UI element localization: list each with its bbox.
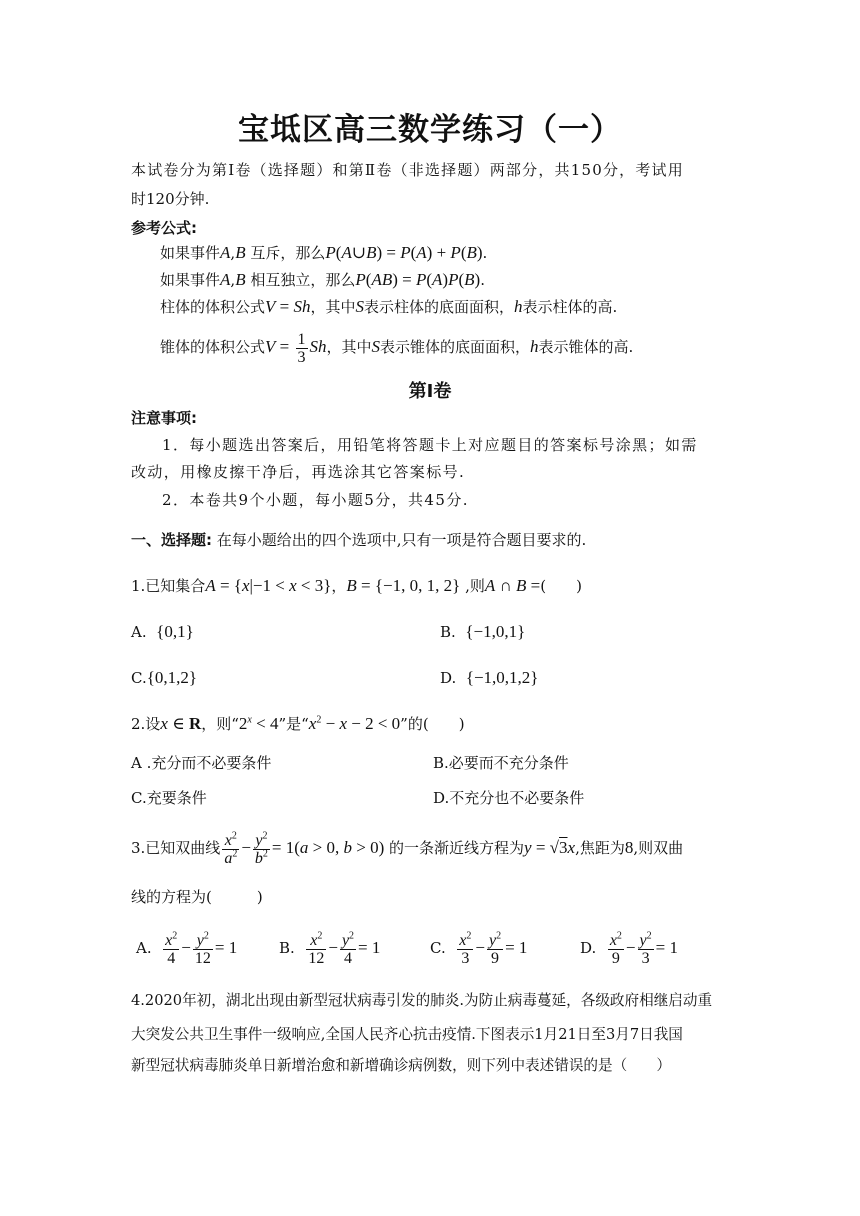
q4-line-1: 4.2020年初，湖北出现由新型冠状病毒引发的肺炎.为防止病毒蔓延，各级政府相继启动重 xyxy=(131,992,713,1009)
q1-stem-post: ,则 xyxy=(465,577,485,595)
notice-item-1a: 1．每小题选出答案后，用铅笔将答题卡上对应题目的答案标号涂黑；如需 xyxy=(162,436,698,454)
q3-stem-mid: 的一条渐近线方程为 xyxy=(389,839,525,857)
q3-option-d[interactable]: D. $\frac{x^2}{9}$ − $\frac{y^2}{3}$ = 1 xyxy=(580,930,678,967)
intro-line-2: 时120分钟. xyxy=(131,190,210,208)
q4-line-2: 大突发公共卫生事件一级响应,全国人民齐心抗击疫情.下图表示1月21日至3月7日我国 xyxy=(131,1026,683,1043)
part1-desc: 在每小题给出的四个选项中,只有一项是符合题目要求的. xyxy=(216,531,587,549)
q1-option-a[interactable]: A. {0,1} xyxy=(131,622,194,641)
formula-2-pre: 如果事件 xyxy=(160,271,221,289)
q2-option-b[interactable]: B.必要而不充分条件 xyxy=(433,754,569,772)
q1-option-c-label: C. xyxy=(131,669,147,687)
formula-4-mid: ，其中 xyxy=(326,338,372,356)
intro-line-1: 本试卷分为第Ⅰ卷（选择题）和第Ⅱ卷（非选择题）两部分，共150分，考试用 xyxy=(131,161,684,179)
formula-2-mid: 相互独立，那么 xyxy=(250,271,356,289)
notice-heading: 注意事项: xyxy=(131,409,197,427)
q3-option-c-label: C. xyxy=(430,939,446,957)
formula-2: 如果事件A,B 相互独立，那么P(AB) = P(A)P(B). xyxy=(160,270,485,289)
q2-stem-pre: 2.设 xyxy=(131,715,161,733)
q1-option-b-label: B. xyxy=(440,623,456,641)
section-heading: 第Ⅰ卷 xyxy=(408,381,452,402)
formula-3-mid: ，其中 xyxy=(310,298,356,316)
q2-stem-mid2: ”是“ xyxy=(278,715,309,733)
q1-option-d[interactable]: D. {−1,0,1,2} xyxy=(440,668,539,687)
q2-option-c[interactable]: C.充要条件 xyxy=(131,789,207,807)
q4-line-3: 新型冠状病毒肺炎单日新增治愈和新增确诊病例数，则下列中表述错误的是（ ） xyxy=(131,1057,671,1074)
q2-stem-mid1: ，则“ xyxy=(201,715,239,733)
q3-option-c[interactable]: C. $\frac{x^2}{3}$ − $\frac{y^2}{9}$ = 1 xyxy=(430,930,528,967)
formula-1-pre: 如果事件 xyxy=(160,244,221,262)
q3-option-b[interactable]: B. $\frac{x^2}{12}$ − $\frac{y^2}{4}$ = 1 xyxy=(279,930,381,967)
q1-option-d-label: D. xyxy=(440,669,457,687)
q3-option-d-label: D. xyxy=(580,939,597,957)
q3-stem: 3.已知双曲线 $\frac{x^2}{a^2}$ − $\frac{y^2}{b^2}$ = 1(a > 0, b > 0) 的一条渐近线方程为y = √3x,焦距为8,则双曲 xyxy=(131,830,684,867)
q3-option-a-label: A. xyxy=(136,939,152,957)
formula-3-pre: 柱体的体积公式 xyxy=(160,298,266,316)
q2-option-a[interactable]: A .充分而不必要条件 xyxy=(131,754,272,772)
q3-stem-end: ,则双曲 xyxy=(633,839,684,857)
q1-stem-mid: ， xyxy=(331,577,347,595)
formula-1: 如果事件A,B 互斥，那么P(A∪B) = P(A) + P(B). xyxy=(160,243,488,262)
part1 xyxy=(131,530,586,550)
formula-4-h: 表示锥体的高. xyxy=(538,338,634,356)
q1-option-b[interactable]: B. {−1,0,1} xyxy=(440,622,526,641)
q1-option-a-label: A. xyxy=(131,623,147,641)
formula-4-s: 表示锥体的底面面积， xyxy=(380,338,531,356)
formula-3-h: 表示柱体的高. xyxy=(522,298,618,316)
formula-4: 锥体的体积公式V = $\frac{1}{3}$ Sh，其中S表示锥体的底面面积，h表示锥体的高. xyxy=(160,330,634,366)
formula-1-mid: 互斥，那么 xyxy=(250,244,326,262)
notice-item-1b: 改动，用橡皮擦干净后，再选涂其它答案标号. xyxy=(131,463,466,481)
q2-stem: 2.设x ∈ R，则“$2^x < 4$”是“$x^2 - x - 2 < 0$”的( ) xyxy=(131,714,465,733)
q1-stem: 1.已知集合A = {x|−1 < x < 3}，B = {−1, 0, 1, 2} ,则A ∩ B =( ) xyxy=(131,576,582,595)
formulas-heading: 参考公式: xyxy=(131,219,197,237)
part1-heading: 一、选择题: xyxy=(131,531,212,549)
formula-4-pre: 锥体的体积公式 xyxy=(160,338,266,356)
q3-option-a[interactable]: A. $\frac{x^2}{4}$ − $\frac{y^2}{12}$ = 1 xyxy=(136,930,238,967)
formula-3-s: 表示柱体的底面面积， xyxy=(364,298,515,316)
q3-stem-line2: 线的方程为( ) xyxy=(131,888,263,906)
q1-option-c[interactable]: C.{0,1,2} xyxy=(131,668,198,687)
formula-3: 柱体的体积公式V = Sh，其中S表示柱体的底面面积，h表示柱体的高. xyxy=(160,297,618,316)
q2-stem-end: ”的( ) xyxy=(400,715,465,733)
q1-stem-end: ( ) xyxy=(540,577,582,595)
q3-stem-pre: 3.已知双曲线 xyxy=(131,839,221,857)
q3-option-b-label: B. xyxy=(279,939,295,957)
notice-item-2: 2．本卷共9个小题，每小题5分，共45分. xyxy=(162,491,469,509)
q3-stem-mid2: ,焦距为 xyxy=(575,839,625,857)
q2-option-d[interactable]: D.不充分也不必要条件 xyxy=(433,789,585,807)
page-title: 宝坻区高三数学练习（一） xyxy=(238,112,622,148)
q1-stem-pre: 1.已知集合 xyxy=(131,577,206,595)
